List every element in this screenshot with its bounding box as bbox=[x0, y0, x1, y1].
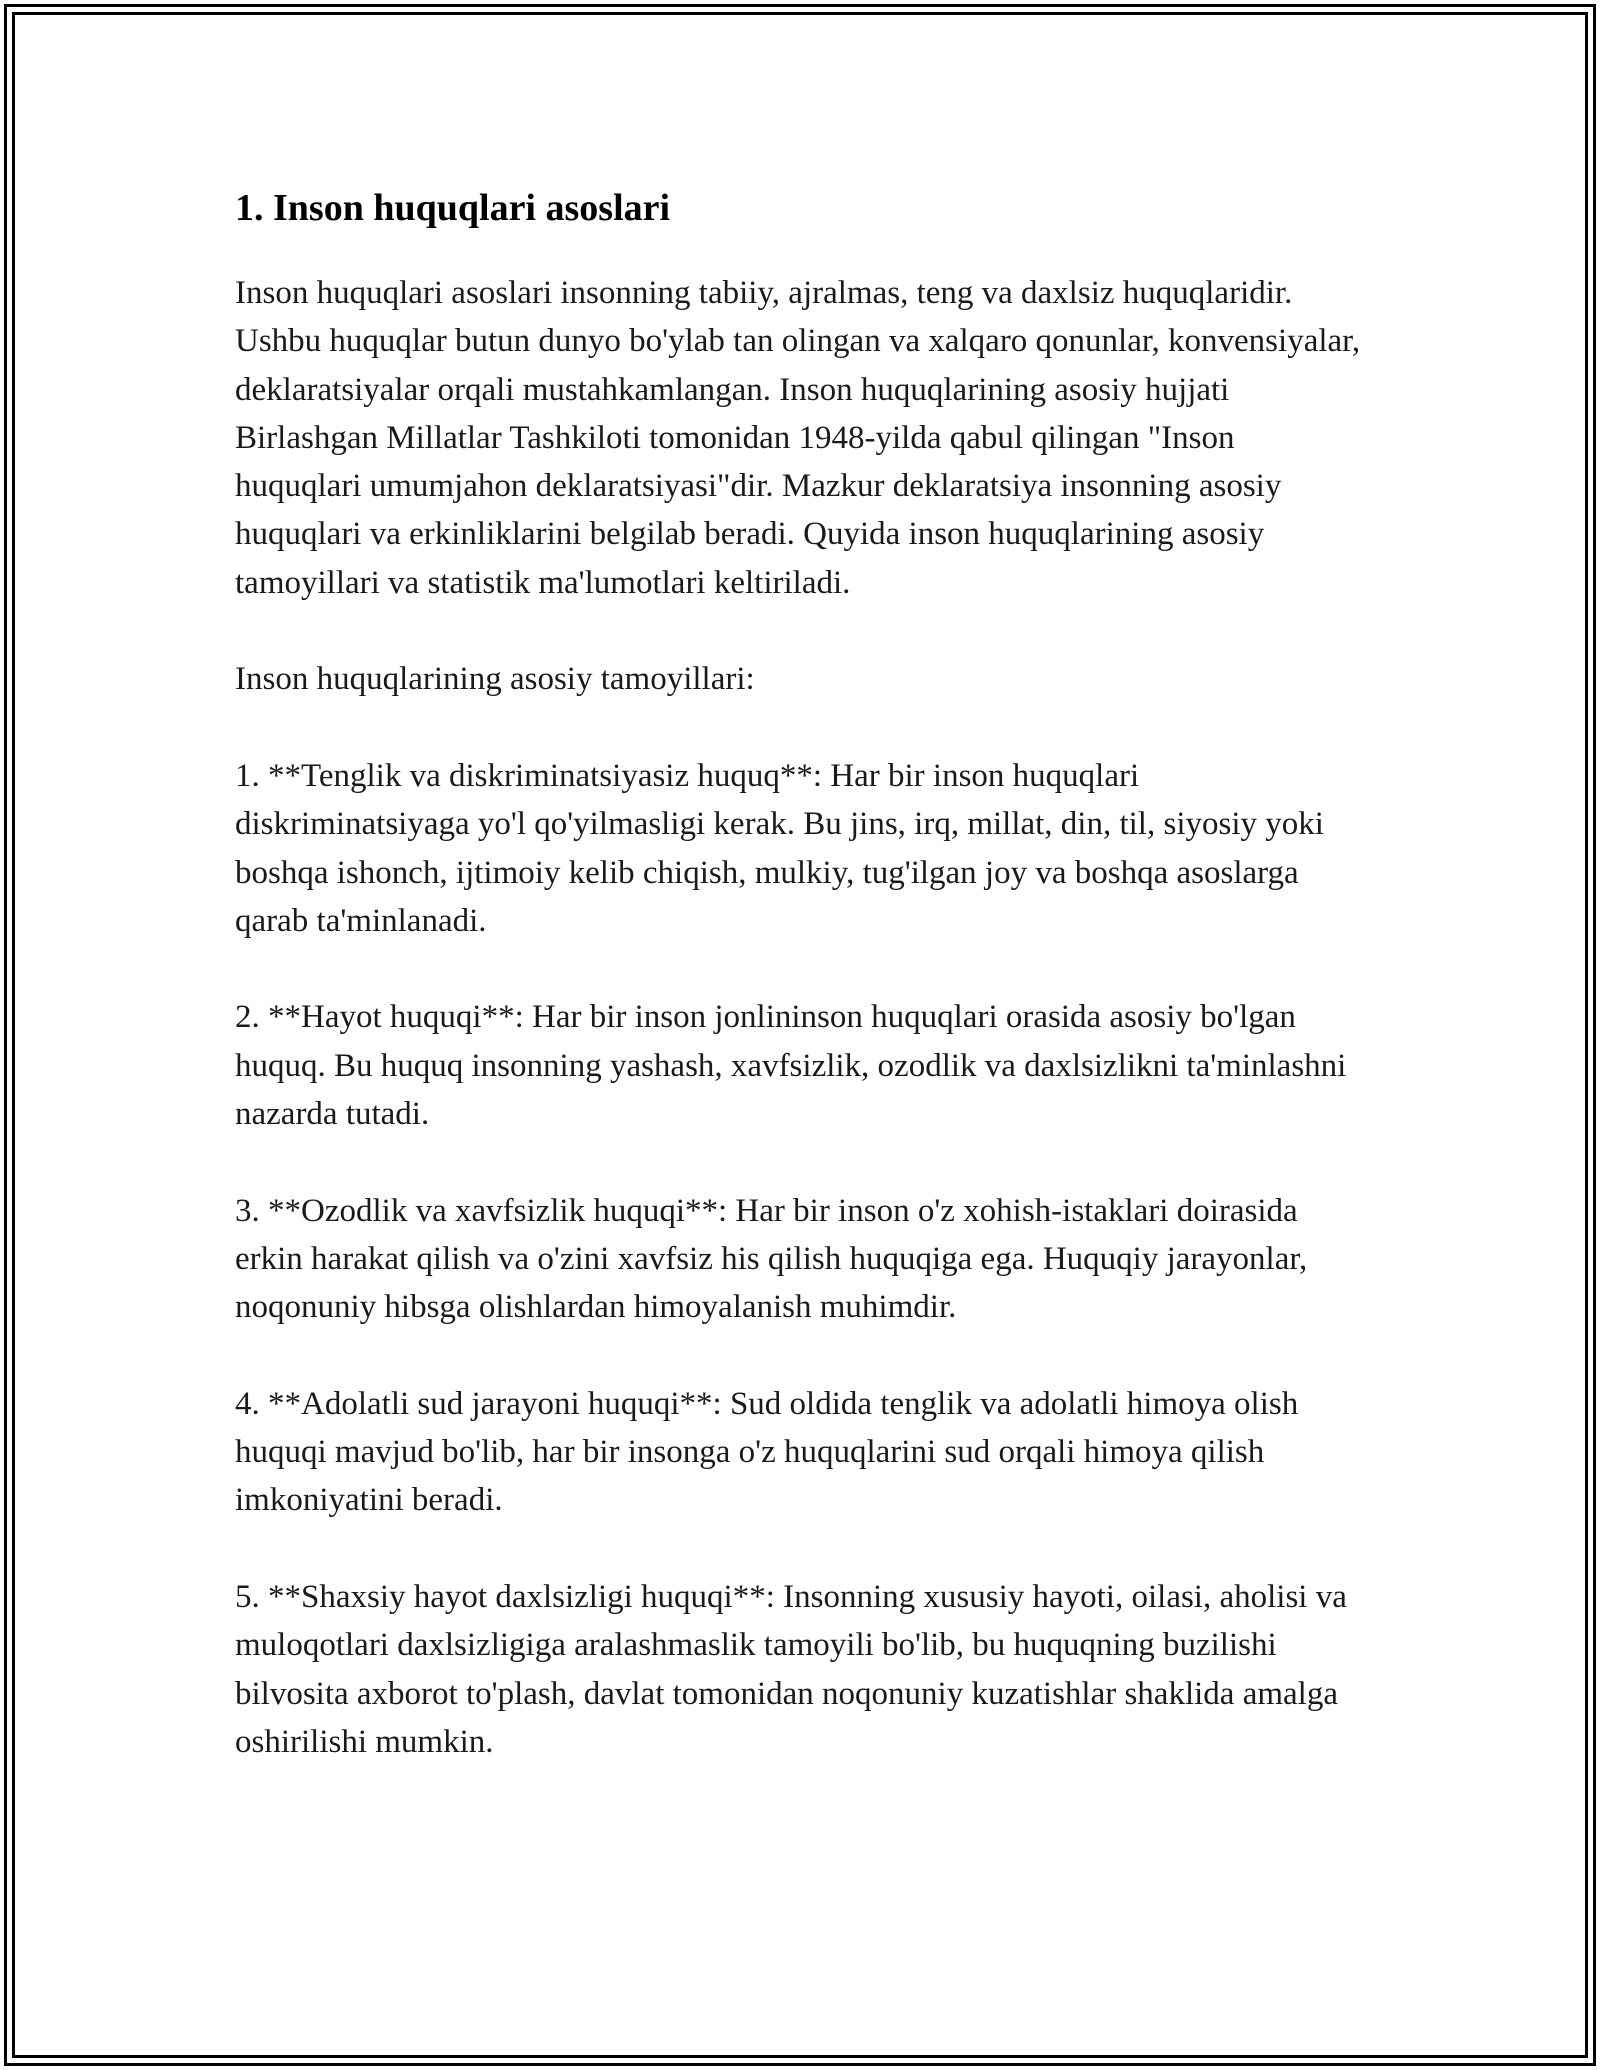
principle-item-5: 5. **Shaxsiy hayot daxlsizligi huquqi**: Insonning xususiy hayoti, oilasi, aholisi va muloqotlari daxlsizligiga aralashmaslik tamoyili bo'lib, bu huquqning buzilishi bilvosita axborot to'plash, davlat tomonidan noqonuniy kuzatishlar shaklida amalga oshirilishi mumkin. bbox=[235, 1579, 1347, 1760]
paragraph-spacer bbox=[235, 704, 1365, 752]
paragraph-spacer bbox=[235, 945, 1365, 993]
principle-item-3: 3. **Ozodlik va xavfsizlik huquqi**: Har bir inson o'z xohish-istaklari doirasida erkin harakat qilish va o'zini xavfsiz his qilish huquqiga ega. Huquqiy jarayonlar, noqonuniy hibsga olishlardan himoyalanish muhimdir. bbox=[235, 1192, 1308, 1326]
intro-paragraph: Inson huquqlari asoslari insonning tabiiy, ajralmas, teng va daxlsiz huquqlaridir. Ushbu huquqlar butun dunyo bo'ylab tan olingan va xalqaro qonunlar, konvensiyalar, deklaratsiyalar orqali mustahkamlangan. Inson huquqlarining asosiy hujjati Birlashgan Millatlar Tashkiloti tomonidan 1948-yilda qabul qilingan "Inson huquqlari umumjahon deklaratsiyasi"dir. Mazkur deklaratsiya insonning asosiy huquqlari va erkinliklarini belgilab beradi. Quyida inson huquqlarining asosiy tamoyillari va statistik ma'lumotlari keltiriladi. bbox=[235, 275, 1361, 601]
principle-item-1: 1. **Tenglik va diskriminatsiyasiz huquq**: Har bir inson huquqlari diskriminatsiyaga yo'l qo'yilmasligi kerak. Bu jins, irq, millat, din, til, siyosiy yoki boshqa ishonch, ijtimoiy kelib chiqish, mulkiy, tug'ilgan joy va boshqa asoslarga qarab ta'minlanadi. bbox=[235, 757, 1324, 939]
paragraph-spacer bbox=[235, 1332, 1365, 1380]
principle-item-2: 2. **Hayot huquqi**: Har bir inson jonlininson huquqlari orasida asosiy bo'lgan huquq. Bu huquq insonning yashash, xavfsizlik, ozodlik va daxlsizlikni ta'minlashni nazarda tutadi. bbox=[235, 999, 1347, 1133]
paragraph-spacer bbox=[235, 1138, 1365, 1186]
document-body bbox=[235, 185, 1365, 1766]
paragraph-spacer bbox=[235, 607, 1365, 655]
paragraph-spacer bbox=[235, 1525, 1365, 1573]
principle-item-4: 4. **Adolatli sud jarayoni huquqi**: Sud oldida tenglik va adolatli himoya olish huquqi mavjud bo'lib, har bir insonga o'z huquqlarini sud orqali himoya qilish imkoniyatini beradi. bbox=[235, 1385, 1299, 1519]
document-heading: 1. Inson huquqlari asoslari bbox=[235, 187, 671, 229]
principles-title: Inson huquqlarining asosiy tamoyillari: bbox=[235, 661, 755, 698]
